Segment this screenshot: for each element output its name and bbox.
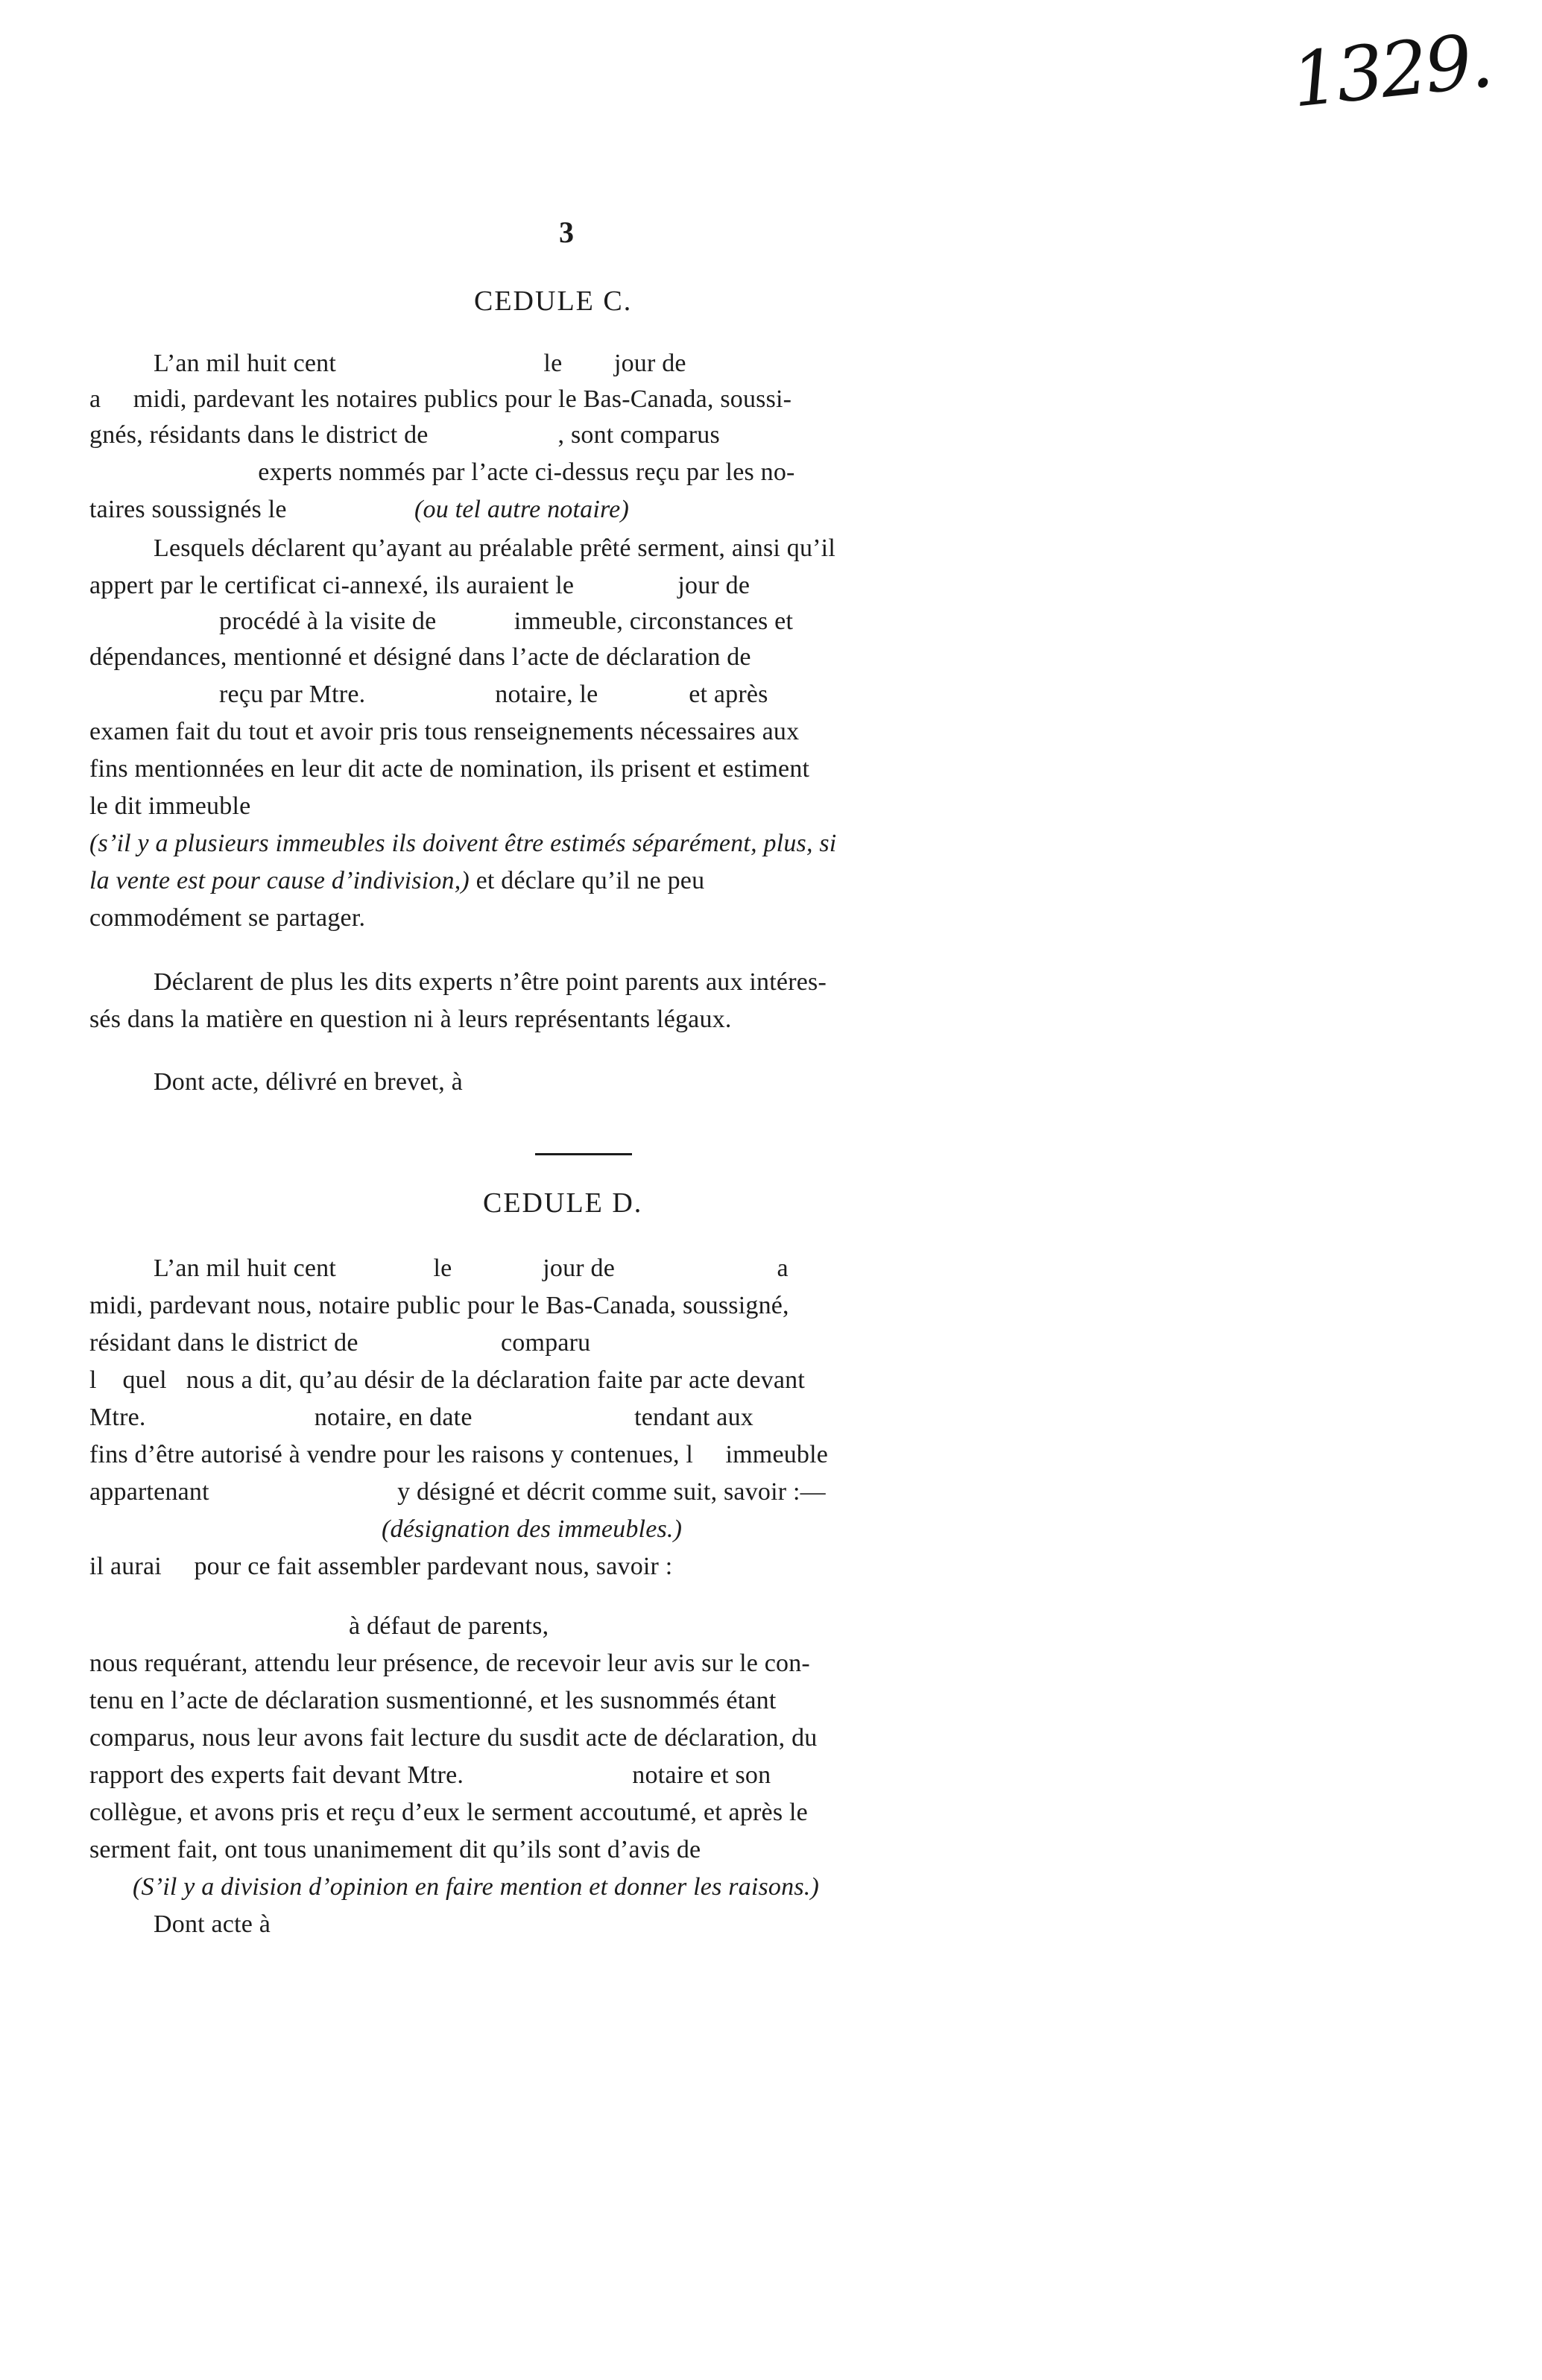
text-line: serment fait, ont tous unanimement dit qu’ils sont d’avis de — [89, 1836, 701, 1863]
text-line: reçu par Mtre. notaire, le et après — [89, 681, 768, 708]
text-line: appartenant y désigné et décrit comme suit, savoir :— — [89, 1478, 826, 1506]
closing-line: Dont acte à — [154, 1910, 271, 1938]
text-line: sés dans la matière en question ni à leurs représentants légaux. — [89, 1006, 732, 1033]
text-line: appert par le certificat ci-annexé, ils auraient le jour de — [89, 572, 751, 599]
text-line: le dit immeuble — [89, 792, 251, 820]
text-line: il aurai pour ce fait assembler pardevant nous, savoir : — [89, 1553, 673, 1580]
text-line: L’an mil huit cent le jour de — [154, 350, 686, 377]
text-line: taires soussignés le — [89, 496, 287, 523]
text-fragment: et déclare qu’il ne peu — [469, 867, 705, 894]
text-line: a midi, pardevant les notaires publics pour le Bas-Canada, soussi- — [89, 385, 792, 413]
text-line: fins mentionnées en leur dit acte de nomination, ils prisent et estiment — [89, 755, 810, 783]
text-line: gnés, résidants dans le district de , sont comparus — [89, 421, 720, 449]
text-line: comparus, nous leur avons fait lecture du susdit acte de déclaration, du — [89, 1724, 818, 1752]
section-divider — [535, 1153, 632, 1155]
cedule-d-heading: CEDULE D. — [483, 1187, 643, 1219]
text-line: résidant dans le district de comparu — [89, 1329, 591, 1357]
text-line: collègue, et avons pris et reçu d’eux le serment accoutumé, et après le — [89, 1799, 808, 1826]
text-line: Déclarent de plus les dits experts n’être point parents aux intéres- — [154, 968, 827, 996]
text-line: experts nommés par l’acte ci-dessus reçu par les no- — [89, 458, 795, 486]
text-line: fins d’être autorisé à vendre pour les raisons y contenues, l immeuble — [89, 1441, 829, 1468]
text-line: à défaut de parents, — [89, 1612, 549, 1640]
text-line — [89, 866, 704, 896]
italic-note: (désignation des immeubles.) — [382, 1515, 683, 1543]
text-line: tenu en l’acte de déclaration susmentionné, et les susnommés étant — [89, 1687, 777, 1714]
text-line: L’an mil huit cent le jour de a — [154, 1254, 789, 1282]
text-line: Lesquels déclarent qu’ayant au préalable prêté serment, ainsi qu’il — [154, 534, 835, 562]
handwritten-annotation: 1329. — [1287, 16, 1494, 124]
text-line: rapport des experts fait devant Mtre. notaire et son — [89, 1761, 771, 1789]
text-line: nous requérant, attendu leur présence, de recevoir leur avis sur le con- — [89, 1650, 810, 1677]
page-number: 3 — [559, 215, 574, 249]
italic-note: (S’il y a division d’opinion en faire mention et donner les raisons.) — [133, 1873, 819, 1901]
italic-note: (s’il y a plusieurs immeubles ils doivent être estimés séparément, plus, si — [89, 830, 837, 857]
closing-line: Dont acte, délivré en brevet, à — [154, 1068, 463, 1096]
text-line: commodément se partager. — [89, 904, 366, 932]
text-line: dépendances, mentionné et désigné dans l’acte de déclaration de — [89, 643, 751, 671]
text-line: Mtre. notaire, en date tendant aux — [89, 1404, 753, 1431]
text-line: examen fait du tout et avoir pris tous renseignements nécessaires aux — [89, 718, 800, 745]
text-line: l quel nous a dit, qu’au désir de la déclaration faite par acte devant — [89, 1366, 806, 1394]
text-line: midi, pardevant nous, notaire public pour le Bas-Canada, soussigné, — [89, 1292, 789, 1319]
italic-note: la vente est pour cause d’indivision,) — [89, 867, 470, 894]
cedule-c-heading: CEDULE C. — [474, 285, 633, 317]
italic-note: (ou tel autre notaire) — [414, 496, 629, 523]
text-line: procédé à la visite de immeuble, circonstances et — [89, 607, 794, 635]
